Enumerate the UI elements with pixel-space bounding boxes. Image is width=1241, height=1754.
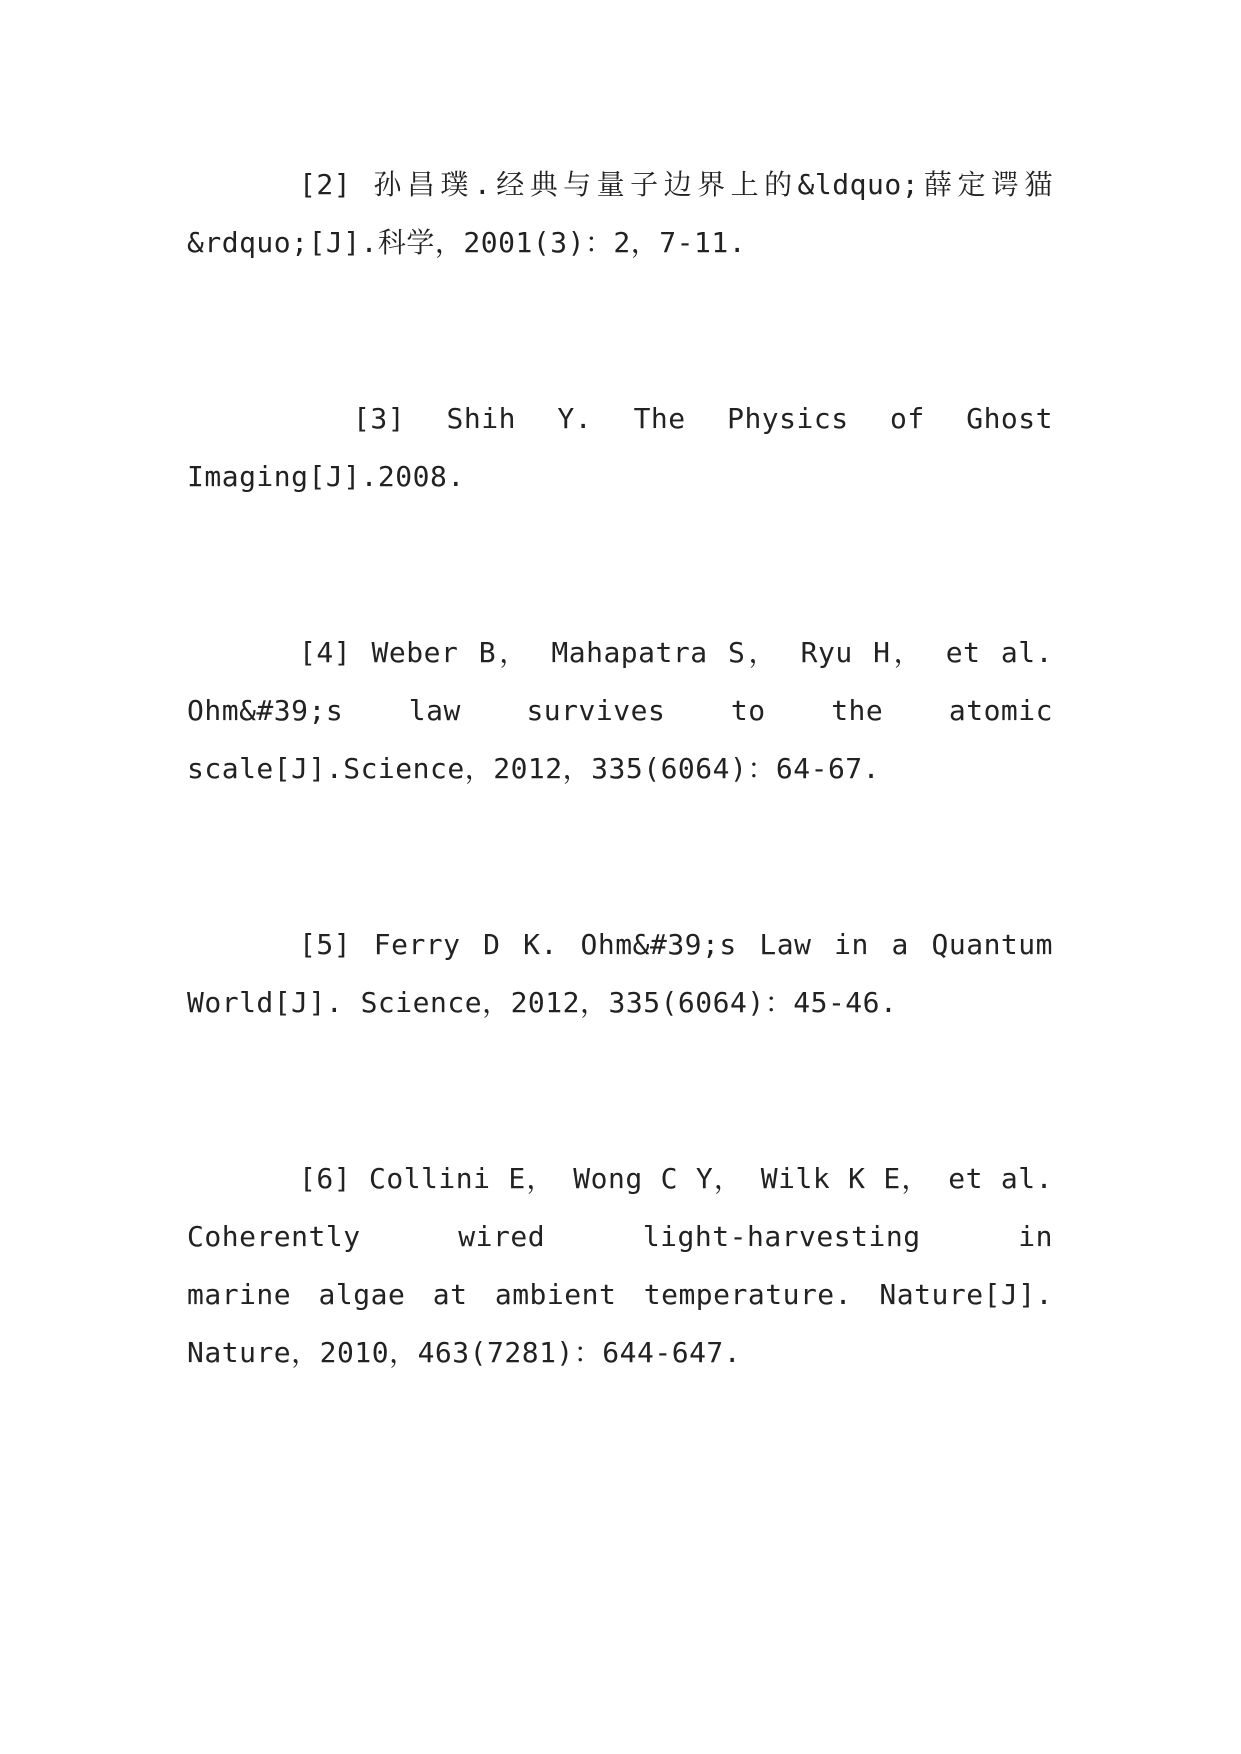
reference-3 [187, 390, 1053, 506]
reference-6-line-1: [6] Collini E， Wong C Y， Wilk K E， et al. [299, 1162, 1053, 1195]
reference-5 [187, 916, 1053, 1032]
reference-5-line-2: World[J]. Science，2012，335(6064)：45-46. [187, 986, 898, 1019]
reference-6 [187, 1150, 1053, 1382]
reference-4-line-1: [4] Weber B， Mahapatra S， Ryu H， et al. [299, 636, 1053, 669]
reference-3-line-1: [3] Shih Y. The Physics of Ghost [353, 402, 1053, 435]
reference-6-line-2: Coherently wired light-harvesting in [187, 1220, 1053, 1253]
reference-6-line-4: Nature，2010，463(7281)：644-647. [187, 1336, 742, 1369]
reference-3-line-2: Imaging[J].2008. [187, 460, 465, 493]
reference-2 [187, 156, 1053, 272]
reference-2-line-2: &rdquo;[J].科学，2001(3)：2，7-11. [187, 226, 747, 259]
reference-6-line-3: marine algae at ambient temperature. Nature[J]. [187, 1278, 1053, 1311]
reference-5-line-1: [5] Ferry D K. Ohm&#39;s Law in a Quantum [299, 928, 1053, 961]
reference-4-line-3: scale[J].Science，2012，335(6064)：64-67. [187, 752, 881, 785]
reference-4-line-2: Ohm&#39;s law survives to the atomic [187, 694, 1053, 727]
reference-2-line-1: [2] 孙昌璞.经典与量子边界上的&ldquo;薛定谔猫 [299, 168, 1053, 201]
reference-4 [187, 624, 1053, 798]
